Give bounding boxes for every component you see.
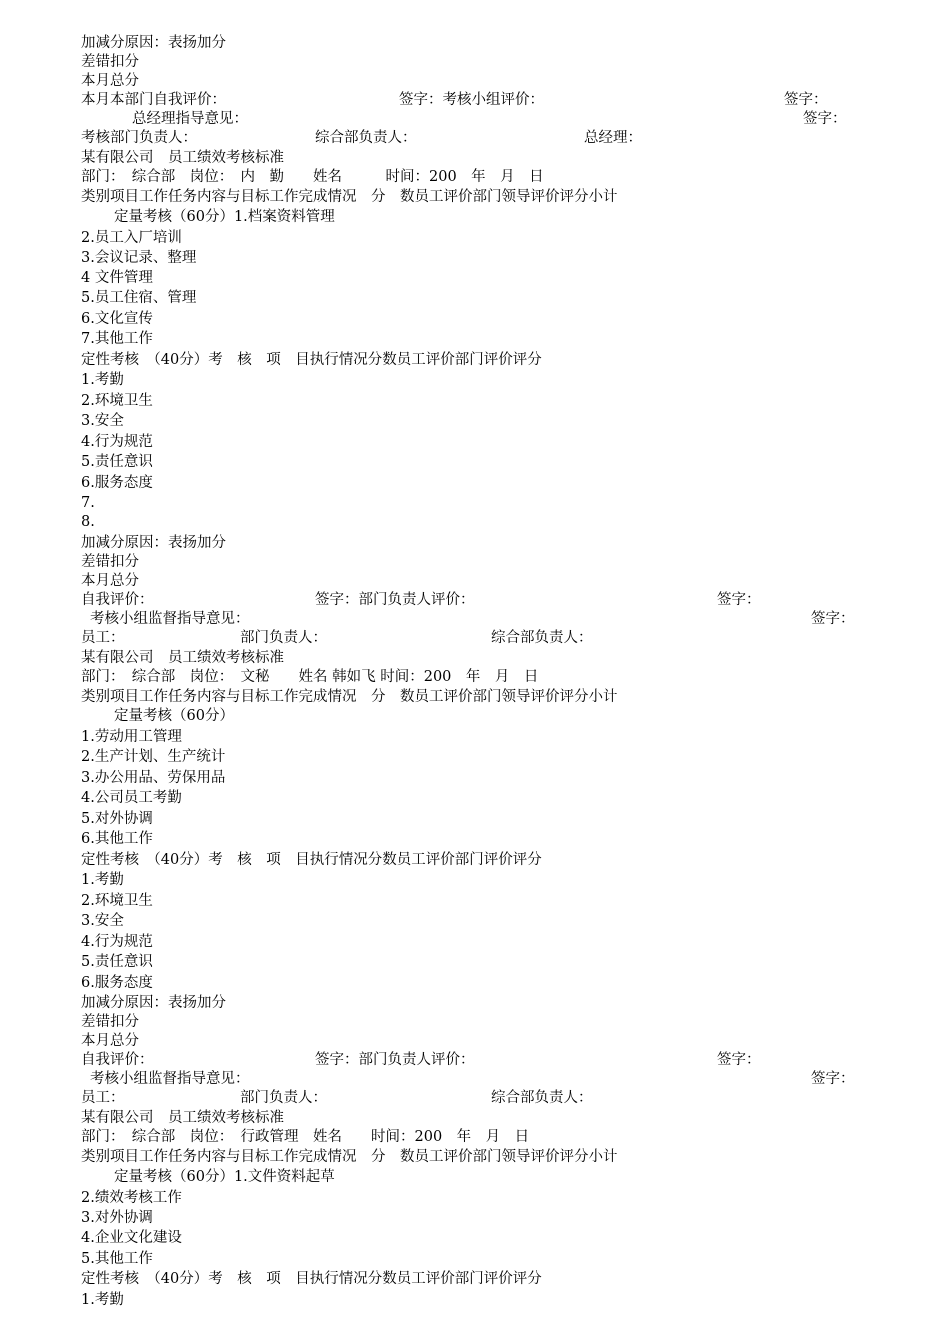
text-segment: 5.责任意识 (81, 454, 153, 470)
text-line (81, 370, 869, 390)
text-line (81, 1050, 869, 1070)
text-segment: 3.会议记录、整理 (81, 250, 197, 266)
text-line (81, 411, 869, 431)
text-line (81, 52, 869, 72)
text-line (81, 1208, 869, 1228)
text-line (81, 667, 869, 687)
text-segment: 总经理指导意见： (132, 111, 248, 127)
text-segment: 自我评价： (81, 592, 154, 608)
text-line (81, 1249, 869, 1269)
text-line (81, 1031, 869, 1051)
text-segment: 2.环境卫生 (81, 893, 153, 909)
text-segment: 考核部门负责人： (81, 130, 197, 146)
text-line (81, 727, 869, 747)
text-line (81, 628, 869, 648)
text-segment: 1.劳动用工管理 (81, 729, 182, 745)
text-line (81, 33, 869, 53)
text-line (81, 268, 869, 288)
text-segment: 签字： (811, 611, 855, 627)
text-segment: 某有限公司 员工绩效考核标准 (81, 650, 284, 666)
text-segment: 综合部负责人： (315, 130, 417, 146)
text-segment: 2.生产计划、生产统计 (81, 749, 226, 765)
text-line (81, 1012, 869, 1032)
text-segment: 签字： (811, 1071, 855, 1087)
text-line (81, 309, 869, 329)
text-line (81, 329, 869, 349)
text-line (81, 687, 869, 707)
text-line (81, 891, 869, 911)
text-segment: 部门： 综合部 岗位： 行政管理 姓名 时间：200 年 月 日 (81, 1129, 530, 1145)
text-segment: 某有限公司 员工绩效考核标准 (81, 150, 284, 166)
text-segment: 定性考核 （40分）考 核 项 目执行情况分数员工评价部门评价评分 (81, 1271, 542, 1287)
text-line (81, 747, 869, 767)
text-segment: 部门： 综合部 岗位： 文秘 姓名 韩如飞 时间：200 年 月 日 (81, 669, 539, 685)
text-segment: 1.考勤 (81, 372, 124, 388)
text-segment: 部门： 综合部 岗位： 内 勤 姓名 时间：200 年 月 日 (81, 169, 544, 185)
text-line (81, 148, 869, 168)
text-line (81, 1167, 869, 1187)
text-line (81, 71, 869, 91)
text-line (81, 90, 869, 110)
text-segment: 3.安全 (81, 913, 124, 929)
text-line (81, 590, 869, 610)
text-segment: 2.员工入厂培训 (81, 230, 182, 246)
text-segment: 5.其他工作 (81, 1251, 153, 1267)
text-line (81, 128, 869, 148)
text-segment: 加减分原因：表扬加分 (81, 535, 226, 551)
text-segment: 某有限公司 员工绩效考核标准 (81, 1110, 284, 1126)
text-segment: 总经理： (584, 130, 642, 146)
text-segment: 加减分原因：表扬加分 (81, 35, 226, 51)
text-line (81, 870, 869, 890)
text-segment: 类别项目工作任务内容与目标工作完成情况 分 数员工评价部门领导评价评分小计 (81, 1149, 618, 1165)
text-segment: 本月总分 (81, 1033, 139, 1049)
text-segment: 3.办公用品、劳保用品 (81, 770, 226, 786)
text-line (81, 1290, 869, 1310)
text-line (81, 932, 869, 952)
text-segment: 签字：部门负责人评价： (315, 592, 475, 608)
text-segment: 员工： (81, 630, 125, 646)
text-segment: 签字：考核小组评价： (399, 92, 544, 108)
text-line (81, 167, 869, 187)
text-segment: 6.服务态度 (81, 475, 153, 491)
text-segment: 自我评价： (81, 1052, 154, 1068)
text-line (81, 1069, 869, 1089)
text-segment: 5.对外协调 (81, 811, 153, 827)
text-line (81, 432, 869, 452)
text-line (81, 1127, 869, 1147)
text-line (81, 1228, 869, 1248)
text-segment: 本月总分 (81, 73, 139, 89)
text-line (81, 706, 869, 726)
text-segment: 类别项目工作任务内容与目标工作完成情况 分 数员工评价部门领导评价评分小计 (81, 689, 618, 705)
text-line (81, 1188, 869, 1208)
text-line (81, 1088, 869, 1108)
text-segment: 7. (81, 495, 95, 511)
text-line (81, 391, 869, 411)
text-segment: 4 文件管理 (81, 270, 153, 286)
text-segment: 4.行为规范 (81, 934, 153, 950)
text-line (81, 473, 869, 493)
text-segment: 4.企业文化建设 (81, 1230, 182, 1246)
text-segment: 员工： (81, 1090, 125, 1106)
text-segment: 4.公司员工考勤 (81, 790, 182, 806)
text-line (81, 952, 869, 972)
text-segment: 签字： (717, 592, 761, 608)
text-line (81, 228, 869, 248)
text-line (81, 788, 869, 808)
text-line (81, 288, 869, 308)
text-segment: 差错扣分 (81, 554, 139, 570)
text-segment: 8. (81, 514, 95, 530)
text-segment: 1.考勤 (81, 872, 124, 888)
text-line (81, 533, 869, 553)
text-segment: 定量考核（60分）1.档案资料管理 (114, 209, 335, 225)
text-segment: 定性考核 （40分）考 核 项 目执行情况分数员工评价部门评价评分 (81, 352, 542, 368)
text-segment: 2.绩效考核工作 (81, 1190, 182, 1206)
text-line (81, 493, 869, 513)
text-segment: 本月总分 (81, 573, 139, 589)
text-line (81, 768, 869, 788)
text-segment: 部门负责人： (240, 630, 327, 646)
text-line (81, 1147, 869, 1167)
text-segment: 考核小组监督指导意见： (90, 611, 250, 627)
text-segment: 3.安全 (81, 413, 124, 429)
text-segment: 本月本部门自我评价： (81, 92, 226, 108)
text-line (81, 452, 869, 472)
text-segment: 定量考核（60分）1.文件资料起草 (114, 1169, 335, 1185)
text-line (81, 248, 869, 268)
text-line (81, 207, 869, 227)
text-segment: 7.其他工作 (81, 331, 153, 347)
text-segment: 类别项目工作任务内容与目标工作完成情况 分 数员工评价部门领导评价评分小计 (81, 189, 618, 205)
text-line (81, 648, 869, 668)
text-segment: 部门负责人： (240, 1090, 327, 1106)
text-segment: 5.责任意识 (81, 954, 153, 970)
text-segment: 6.服务态度 (81, 975, 153, 991)
text-segment: 综合部负责人： (491, 630, 593, 646)
text-segment: 3.对外协调 (81, 1210, 153, 1226)
text-line (81, 609, 869, 629)
text-line (81, 1108, 869, 1128)
text-line (81, 109, 869, 129)
text-line (81, 993, 869, 1013)
text-segment: 6.其他工作 (81, 831, 153, 847)
text-segment: 2.环境卫生 (81, 393, 153, 409)
text-segment: 4.行为规范 (81, 434, 153, 450)
text-line (81, 850, 869, 870)
text-line (81, 187, 869, 207)
text-segment: 6.文化宣传 (81, 311, 153, 327)
text-segment: 综合部负责人： (491, 1090, 593, 1106)
text-line (81, 512, 869, 532)
text-line (81, 571, 869, 591)
text-segment: 加减分原因：表扬加分 (81, 995, 226, 1011)
text-segment: 签字： (717, 1052, 761, 1068)
text-line (81, 829, 869, 849)
text-segment: 定性考核 （40分）考 核 项 目执行情况分数员工评价部门评价评分 (81, 852, 542, 868)
text-line (81, 911, 869, 931)
text-segment: 定量考核（60分） (114, 708, 234, 724)
text-segment: 5.员工住宿、管理 (81, 290, 197, 306)
text-line (81, 973, 869, 993)
text-segment: 签字： (803, 111, 847, 127)
text-line (81, 350, 869, 370)
text-line (81, 552, 869, 572)
text-line (81, 1269, 869, 1289)
text-segment: 1.考勤 (81, 1292, 124, 1308)
text-line (81, 809, 869, 829)
text-segment: 签字：部门负责人评价： (315, 1052, 475, 1068)
text-segment: 差错扣分 (81, 1014, 139, 1030)
text-segment: 签字： (784, 92, 828, 108)
text-segment: 差错扣分 (81, 54, 139, 70)
text-segment: 考核小组监督指导意见： (90, 1071, 250, 1087)
